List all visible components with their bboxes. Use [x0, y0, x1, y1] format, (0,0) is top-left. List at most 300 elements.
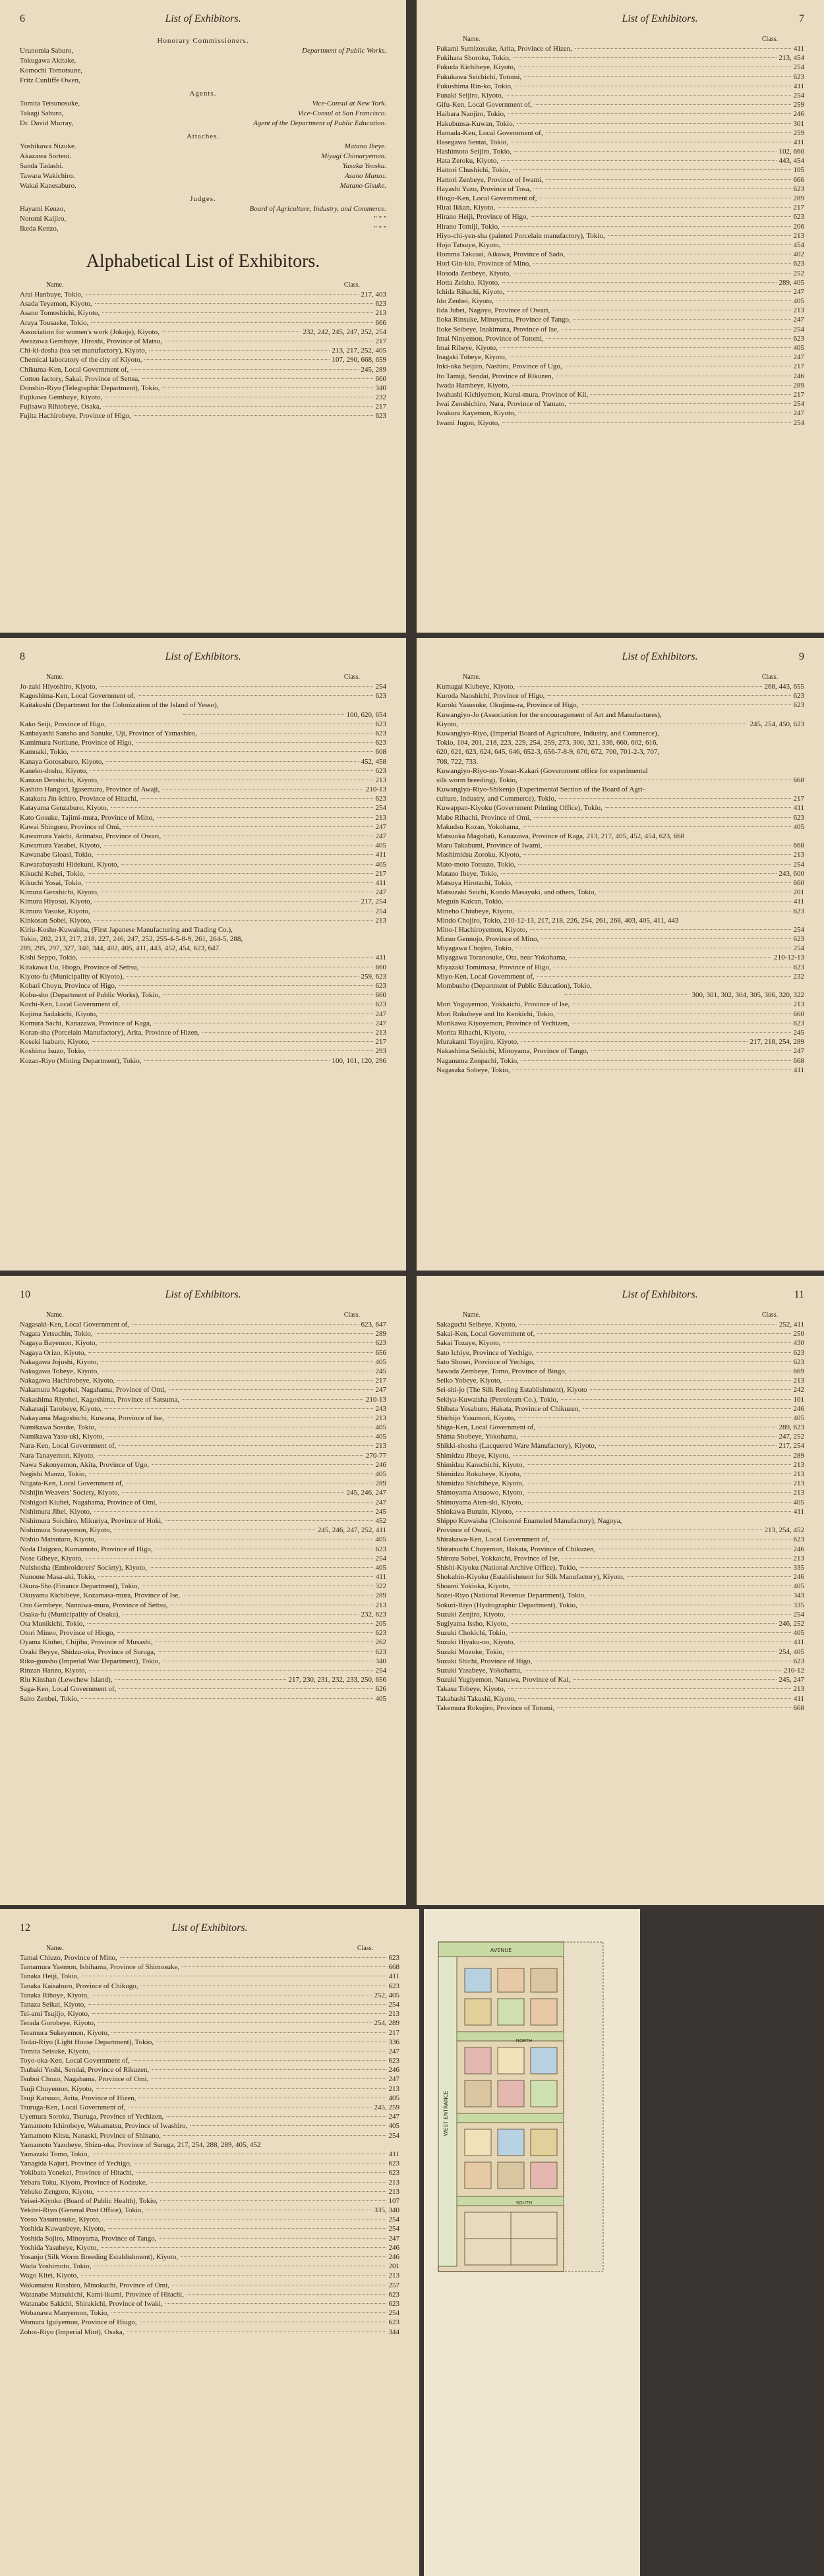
exhibitor-name: Teramura Sukeyemon, Kiyoto,: [20, 2028, 109, 2037]
running-title: List of Exhibitors.: [622, 651, 698, 662]
exhibitor-row: [436, 776, 804, 785]
leader-dots: [96, 1333, 373, 1334]
exhibitor-row: [20, 328, 386, 337]
exhibitor-row: [20, 860, 386, 869]
officer-name: Yoshikawa Nizuke.: [20, 142, 76, 150]
exhibitor-class: 623: [375, 1629, 386, 1638]
exhibitor-class: 252, 411: [779, 1321, 804, 1329]
leader-dots: [166, 2116, 386, 2117]
exhibitor-name: Matano Ibeye, Tokio,: [436, 869, 499, 878]
exhibitor-row: [20, 1320, 386, 1329]
exhibitor-name: Iwakura Kayemon, Kiyoto,: [436, 409, 516, 418]
exhibitor-name: Kiriu-Kosho-Kuwaisha, (First Japanese Manufacturing and Trading Co.),: [20, 925, 233, 934]
exhibitor-name: Hata Zeroku, Kiyoto,: [436, 157, 499, 165]
exhibitor-name: Nagasaki-Ken, Local Government of,: [20, 1321, 129, 1329]
exhibitor-row: [436, 91, 804, 100]
exhibitor-row: [20, 1554, 386, 1563]
exhibitor-name: Nishijin Weavers' Society, Kiyoto,: [20, 1489, 120, 1497]
exhibitor-class: 623: [375, 795, 386, 803]
exhibitor-name: Shippo Kuwaisha (Cloisonné Enameled Manufactory), Nagoya,: [436, 1516, 622, 1525]
exhibitor-row: [436, 1703, 804, 1713]
exhibitor-name: Shinkawa Bunzin, Kiyoto,: [436, 1507, 514, 1516]
leader-dots: [91, 322, 372, 323]
exhibitor-class: 405: [388, 2122, 399, 2131]
exhibitor-name: Tsuji Chuyemon, Kiyoto,: [20, 2084, 94, 2093]
exhibitor-class: 336: [388, 2038, 399, 2046]
officer-name: Tokugawa Akitake,: [20, 57, 76, 65]
exhibitor-name: Tamai Chiuzo, Province of Mino,: [20, 1954, 117, 1962]
exhibitor-row: [20, 747, 386, 757]
exhibitor-name: Kimura Hiyosai, Kiyoto,: [20, 898, 92, 906]
exhibitor-name: Sokuri-Riyo (Hydrographic Department), Tokio,: [436, 1601, 577, 1609]
leader-dots: [123, 826, 372, 827]
exhibitor-class: 666: [375, 318, 386, 327]
exhibitor-row: [20, 1647, 386, 1657]
exhibitor-name: Matsuzaki Seichi, Kondo Masayuki, and others, Tokio,: [436, 888, 597, 897]
leader-dots: [88, 873, 373, 874]
leader-dots: [88, 1050, 373, 1051]
exhibitor-row: [20, 1675, 386, 1684]
leader-dots: [108, 2228, 386, 2229]
exhibitor-row: [20, 1367, 386, 1376]
exhibitor-row: [20, 2168, 399, 2177]
exhibitor-row: [436, 738, 804, 747]
exhibitor-class: 623: [388, 1954, 399, 1962]
exhibitor-row: [436, 766, 804, 776]
exhibitor-row: [20, 981, 386, 990]
exhibitor-list: [436, 682, 804, 1075]
exhibitor-name: Okura-Sho (Finance Department), Tokio,: [20, 1582, 140, 1591]
page-number: 12: [20, 1922, 30, 1933]
exhibitor-row: [20, 1414, 386, 1423]
exhibitor-class: 411: [793, 82, 804, 90]
exhibitor-class: 213: [793, 1000, 804, 1009]
exhibitor-name: Mabe Rihachi, Province of Omi,: [436, 813, 531, 822]
leader-dots: [119, 1688, 372, 1689]
exhibitor-name: Namikawa Sosuke, Tokio,: [20, 1423, 96, 1432]
exhibitor-name: Nagaya Bayemon, Kiyoto,: [20, 1339, 98, 1348]
exhibitor-row: [20, 1545, 386, 1554]
exhibitor-row: [436, 860, 804, 869]
exhibitor-row: [436, 1535, 804, 1544]
exhibitor-row: [20, 1535, 386, 1544]
leader-dots: [605, 807, 791, 808]
exhibitor-row: [20, 346, 386, 355]
officer-row: [20, 109, 386, 119]
exhibitor-name: Homma Takusai, Aikawa, Province of Sado,: [436, 250, 566, 259]
exhibitor-row: [20, 841, 386, 850]
exhibitor-name: Namikawa Yasu-uki, Kiyoto,: [20, 1433, 105, 1441]
exhibitor-row: [436, 925, 804, 934]
exhibitor-name: Nakamura Magohei, Nagahama, Province of Omi,: [20, 1386, 166, 1394]
officer-role: Agent of the Department of Public Education.: [253, 119, 386, 127]
exhibitor-name: Yamazaki Tomo, Tokio,: [20, 2150, 90, 2158]
exhibitor-class: 232: [375, 393, 386, 402]
exhibitor-class: 254: [793, 925, 804, 934]
exhibitor-row: [20, 411, 386, 420]
section-title-agents: Agents.: [189, 90, 217, 98]
exhibitor-class: 623: [793, 1657, 804, 1665]
exhibitor-name: Tanaka Rihoye, Kiyoto,: [20, 1991, 89, 1999]
exhibitor-row: [436, 1638, 804, 1647]
exhibitor-class: 213: [388, 2187, 399, 2196]
exhibitor-class: 250: [793, 1330, 804, 1338]
officer-name: Urunomia Saburo,: [20, 47, 74, 55]
exhibitor-class: 247: [793, 287, 804, 296]
exhibitor-class: 623: [388, 2318, 399, 2327]
exhibitor-row: [20, 393, 386, 402]
exhibitor-row: [20, 813, 386, 822]
exhibitor-row: [436, 757, 804, 766]
leader-dots: [501, 160, 776, 161]
exhibitor-row: [20, 1358, 386, 1367]
leader-dots: [518, 1698, 790, 1699]
exhibitor-row: [20, 2047, 399, 2056]
exhibitor-name: Funaki Seijiro, Kiyoto,: [436, 91, 504, 100]
exhibitor-name: Oyama Kiuhei, Chijiba, Province of Musashi,: [20, 1638, 153, 1647]
page-number: 6: [20, 13, 25, 24]
leader-dots: [513, 169, 790, 170]
exhibitor-class: 213: [388, 2010, 399, 2018]
exhibitor-row: [20, 1037, 386, 1046]
leader-dots: [86, 294, 359, 295]
exhibitor-class: 660: [793, 1010, 804, 1018]
exhibitor-class: 626: [375, 1685, 386, 1694]
exhibitor-name: Uyemura Soroku, Tsuruga, Province of Yechizen,: [20, 2113, 164, 2121]
exhibitor-class: 246, 252: [779, 1620, 804, 1628]
exhibitor-name: Inki-oka Seijiro, Nashiro, Province of Ugo,: [436, 362, 562, 371]
page-header: [436, 651, 804, 671]
exhibitor-name: Katakura Jin-ichiro, Province of Hitachi,: [20, 795, 138, 803]
exhibitor-row: [436, 72, 804, 82]
exhibitor-name: Wakamatsu Rinshiro, Minokuchi, Province of Omi,: [20, 2281, 170, 2289]
exhibitor-row: [20, 2140, 399, 2150]
leader-dots: [181, 2256, 386, 2257]
officer-name: Tomita Tetsunosuke,: [20, 100, 80, 107]
leader-dots: [100, 686, 372, 687]
leader-dots: [132, 2060, 386, 2061]
exhibitor-class: 623: [375, 982, 386, 990]
column-headers: [20, 1311, 386, 1319]
exhibitor-class: 245: [375, 1507, 386, 1516]
map-label-west-entrance: WEST ENTRANCE: [443, 2090, 449, 2136]
leader-dots: [119, 985, 373, 986]
exhibitor-class: 213: [793, 851, 804, 859]
exhibitor-class: 246: [388, 2243, 399, 2252]
exhibitor-name: Imai Riheye, Kiyoto,: [436, 344, 498, 352]
exhibitor-name: Iwada Hambeye, Kiyoto,: [436, 381, 510, 389]
exhibitor-class: 213: [793, 1685, 804, 1694]
exhibitor-class: 411: [375, 851, 386, 859]
leader-dots: [182, 1966, 386, 1967]
officer-row: [20, 181, 386, 191]
exhibitor-name: Niigata-Ken, Local Government of,: [20, 1479, 124, 1488]
leader-dots: [117, 1380, 372, 1381]
officer-role: Asano Manzo.: [345, 172, 386, 180]
exhibitor-name: Kanzan Denshichi, Kiyoto,: [20, 776, 99, 784]
leader-dots: [121, 864, 372, 865]
leader-dots: [590, 1389, 791, 1390]
exhibitor-class: 623: [793, 213, 804, 221]
exhibitor-list: [20, 1320, 386, 1703]
exhibitor-row: [436, 1628, 804, 1638]
leader-dots: [519, 1324, 777, 1325]
officer-name: Akazawa Sorteni.: [20, 152, 72, 160]
exhibitor-row: [436, 916, 804, 925]
exhibitor-name: Iwahashi Kichiyemon, Kurui-mura, Province of Kii,: [436, 390, 589, 399]
exhibitor-name: Takasu Tobeye, Kiyoto,: [436, 1685, 506, 1694]
exhibitor-row: [20, 2000, 399, 2009]
exhibitor-class: 623: [388, 2057, 399, 2065]
leader-dots: [508, 1614, 791, 1615]
exhibitor-class: 217: [793, 795, 804, 803]
exhibitor-name: Fukihara Shoroku, Tokio,: [436, 54, 511, 63]
exhibitor-name: Negishi Manzo, Tokio,: [20, 1470, 87, 1478]
leader-dots: [570, 957, 771, 958]
exhibitor-class: 213: [375, 1028, 386, 1037]
exhibitor-name: Mori Yoguyemon, Yokkaichi, Province of Ise,: [436, 1000, 570, 1009]
exhibitor-name: Rinzan Hanzo, Kiyoto,: [20, 1666, 87, 1674]
exhibitor-row: [436, 82, 804, 91]
leader-dots: [136, 742, 372, 743]
running-title: List of Exhibitors.: [171, 1922, 248, 1933]
exhibitor-row: [436, 1358, 804, 1367]
exhibitor-row: [20, 990, 386, 1000]
map-label-south: SOUTH: [515, 2200, 533, 2206]
section-title-attaches: Attaches.: [186, 132, 220, 140]
exhibitor-name: Zohoi-Riyo (Imperial Mint), Osaka,: [20, 2328, 125, 2336]
exhibitor-row: [20, 2018, 399, 2028]
exhibitor-name: Meguin Kaican, Tokio,: [436, 898, 504, 906]
leader-dots: [521, 1041, 748, 1042]
exhibitor-row: [436, 44, 804, 53]
leader-dots: [508, 1688, 791, 1689]
exhibitor-class: 623: [793, 260, 804, 268]
leader-dots: [521, 1060, 791, 1061]
officer-row: [20, 224, 386, 234]
exhibitor-class: 217, 254: [779, 1442, 804, 1450]
exhibitor-name: Otori Mineo, Province of Hiogo,: [20, 1629, 115, 1638]
officer-row: [20, 171, 386, 181]
exhibitor-class: 666: [793, 175, 804, 184]
exhibitor-class: 254: [388, 2216, 399, 2224]
exhibitor-class: 254: [793, 91, 804, 100]
exhibitor-row: [20, 850, 386, 859]
exhibitor-class: 660: [375, 991, 386, 1000]
exhibitor-class: 335, 340: [374, 2206, 399, 2215]
exhibitor-name: Miyo-Ken, Local Government of,: [436, 972, 535, 981]
exhibitor-name: Kawai Shingoro, Province of Omi,: [20, 822, 121, 831]
section-title-judges: Judges.: [190, 195, 216, 203]
exhibitor-row: [20, 1684, 386, 1694]
exhibitor-row: [20, 2271, 399, 2280]
exhibitor-name: Shirozu Sobei, Yokkaichi, Province of Ise,: [436, 1554, 560, 1562]
exhibitor-name: Nagasaka Sobeye, Tokio,: [436, 1066, 510, 1074]
exhibitor-class: 246: [793, 1404, 804, 1413]
exhibitor-name: Naganuma Zenpachi, Tokio,: [436, 1056, 519, 1065]
exhibitor-name: Yosso Yasumasuke, Kiyoto,: [20, 2216, 101, 2224]
exhibitor-name: Shokuhin-Kiyoku (Establishment for Silk Manufactory), Kiyoto,: [436, 1573, 625, 1582]
exhibitor-row: [20, 1404, 386, 1414]
leader-dots: [583, 1408, 791, 1409]
exhibitor-name: Tamamura Yaemon, Ishihama, Province of Shimosuke,: [20, 1963, 180, 1972]
exhibitor-class: 454: [793, 241, 804, 249]
leader-dots: [530, 929, 790, 930]
exhibitor-row: [20, 318, 386, 328]
leader-dots: [506, 95, 790, 96]
exhibitor-class: 452, 458: [361, 757, 386, 766]
exhibitor-name: Yanagida Kajuri, Province of Yechigo,: [20, 2160, 132, 2168]
exhibitor-row: [436, 1066, 804, 1075]
exhibitor-class: 668: [793, 776, 804, 784]
exhibitor-class: 430: [793, 1339, 804, 1348]
leader-dots: [158, 1651, 373, 1652]
exhibitor-class: 301: [793, 119, 804, 128]
exhibitor-name: Iida Jubei, Nagoya, Province of Owari,: [436, 306, 550, 315]
exhibitor-name: Nakatsuji Tarobeye, Kiyoto,: [20, 1404, 102, 1413]
leader-dots: [136, 2172, 386, 2173]
exhibitor-row: [436, 259, 804, 268]
exhibitor-class: 259, 623: [361, 972, 386, 981]
exhibitor-class: 245, 246, 247, 252, 411: [317, 1526, 386, 1535]
exhibitor-class: 623: [388, 2169, 399, 2177]
column-class-header: Class.: [343, 281, 360, 289]
exhibitor-row: [20, 2234, 399, 2243]
exhibitor-class: 669: [793, 1367, 804, 1375]
exhibitor-row: [436, 1572, 804, 1582]
leader-dots: [162, 387, 372, 388]
exhibitor-class: 623: [375, 692, 386, 701]
exhibitor-class: 247: [375, 1386, 386, 1394]
exhibitor-name: Hiyo-chi-yen-sha (painted Porcelain manufactory), Tokio,: [436, 231, 605, 240]
exhibitor-list: [436, 1320, 804, 1713]
exhibitor-class: 623: [375, 1339, 386, 1348]
exhibitor-class: 322: [375, 1582, 386, 1591]
exhibitor-name: Kiyoto,: [436, 720, 459, 728]
exhibitor-name: Shimidzu Kanschichi, Kiyoto,: [436, 1460, 525, 1469]
exhibitor-class: 405: [375, 1358, 386, 1366]
exhibitor-row: [20, 1479, 386, 1488]
exhibitor-name: Tomita Seisuke, Kiyoto,: [20, 2047, 90, 2055]
exhibitor-name: Kochi-Ken, Local Government of,: [20, 1000, 120, 1009]
exhibitor-name: Ota Munikichi, Tokio,: [20, 1620, 85, 1628]
page-11: [417, 1276, 824, 1905]
exhibitor-class: 213, 254, 452: [764, 1526, 804, 1535]
exhibitor-class: 213: [375, 1601, 386, 1609]
leader-dots: [150, 2182, 386, 2183]
column-name-header: Name.: [46, 281, 64, 289]
exhibitor-row: [20, 2262, 399, 2271]
exhibitor-row: [436, 1470, 804, 1479]
running-title: List of Exhibitors.: [622, 13, 698, 24]
leader-dots: [138, 695, 372, 696]
exhibitor-class: 252, 405: [374, 1991, 399, 1999]
exhibitor-name: Kako Seiji, Province of Higo,: [20, 720, 106, 728]
exhibitor-class: 623: [793, 701, 804, 710]
leader-dots: [111, 2032, 386, 2033]
exhibitor-row: [20, 2131, 399, 2140]
exhibitor-row: [436, 185, 804, 194]
exhibitor-row: [20, 897, 386, 906]
exhibitor-name: Kumagai Kiubeye, Kiyoto,: [436, 683, 515, 691]
exhibitor-class: 101: [793, 1395, 804, 1404]
exhibitor-class: 217, 403: [361, 291, 386, 299]
exhibitor-name: Hasegawa Sentai, Tokio,: [436, 138, 509, 146]
exhibitor-class: 217: [793, 362, 804, 371]
exhibitor-name: Kuwangiyo-Riyo-Shikenjo (Experimental Section of the Board of Agri-: [436, 786, 645, 794]
leader-dots: [88, 2004, 386, 2005]
leader-dots: [80, 957, 373, 958]
exhibitor-class: 405: [375, 1694, 386, 1703]
exhibitor-name: Kimura Genshichi, Kiyoto,: [20, 888, 99, 897]
exhibitor-name: Hiogo-Ken, Local Government of,: [436, 194, 537, 202]
exhibitor-name: Yoshida Kuwanbeye, Kiyoto,: [20, 2225, 105, 2233]
leader-dots: [498, 207, 790, 208]
officer-row: [20, 56, 386, 66]
leader-dots: [169, 1389, 373, 1390]
exhibitor-class: 452: [375, 1516, 386, 1525]
leader-dots: [608, 235, 791, 236]
leader-dots: [81, 1698, 372, 1699]
exhibitor-class: 254: [793, 325, 804, 333]
leader-dots: [96, 2088, 386, 2089]
exhibitor-class: 405: [793, 1629, 804, 1638]
exhibitor-class: 247: [388, 2234, 399, 2243]
exhibitor-row: [436, 1582, 804, 1591]
leader-dots: [562, 1558, 791, 1559]
exhibitor-class: 656: [375, 1348, 386, 1357]
exhibitor-class: 254: [793, 63, 804, 72]
leader-dots: [521, 1436, 777, 1437]
exhibitor-class: 405: [375, 1470, 386, 1478]
officer-name: Hayami Kenzo,: [20, 205, 66, 213]
section-title-commissioners: Honorary Commissioners.: [157, 37, 249, 45]
leader-dots: [190, 2125, 386, 2126]
page-number: 8: [20, 651, 25, 662]
exhibitor-row: [436, 682, 804, 691]
exhibitor-name: Mino-I Hachiroyemon, Kiyoto,: [436, 925, 528, 934]
exhibitor-row: [436, 1657, 804, 1666]
exhibitor-name: Shima Shobeye, Yokohama,: [436, 1433, 518, 1441]
page-header: [436, 1289, 804, 1309]
exhibitor-row: [436, 109, 804, 119]
leader-dots: [127, 976, 358, 977]
exhibitor-row: [436, 362, 804, 371]
exhibitor-row: [436, 315, 804, 324]
exhibitor-class: 247: [793, 409, 804, 418]
exhibitor-name: Fujikawa Gembuye, Kiyoto,: [20, 393, 103, 402]
exhibitor-row: [20, 1572, 386, 1582]
exhibitor-name: Nakashima Seikichi, Minoyama, Province of Tango,: [436, 1047, 589, 1056]
exhibitor-row: [436, 1666, 804, 1675]
exhibitor-name: Hattori Zenbeye, Province of Iwami,: [436, 175, 543, 184]
exhibitor-row: [20, 290, 386, 299]
exhibitor-class: 213: [793, 1489, 804, 1497]
exhibitor-row: [436, 1610, 804, 1619]
exhibitor-name: Nunome Masa-aki, Tokio,: [20, 1573, 96, 1582]
exhibitor-name: Kikuchi Yosai, Tokio,: [20, 878, 83, 887]
exhibitor-class: 405: [375, 1535, 386, 1544]
leader-dots: [518, 864, 790, 865]
exhibitor-name: Hashimoto Seijiro, Tokio,: [436, 148, 512, 156]
leader-dots: [101, 2247, 386, 2248]
exhibitor-class: 268, 443, 655: [764, 683, 804, 691]
exhibitor-row: [436, 1404, 804, 1414]
exhibitor-row: [20, 1019, 386, 1028]
exhibitor-name: Shichijo Yasumori, Kiyoto,: [436, 1414, 516, 1422]
exhibitor-name: Kiyoto-fu (Municipality of Kiyoto),: [20, 972, 125, 981]
exhibitor-class: 259: [793, 101, 804, 109]
